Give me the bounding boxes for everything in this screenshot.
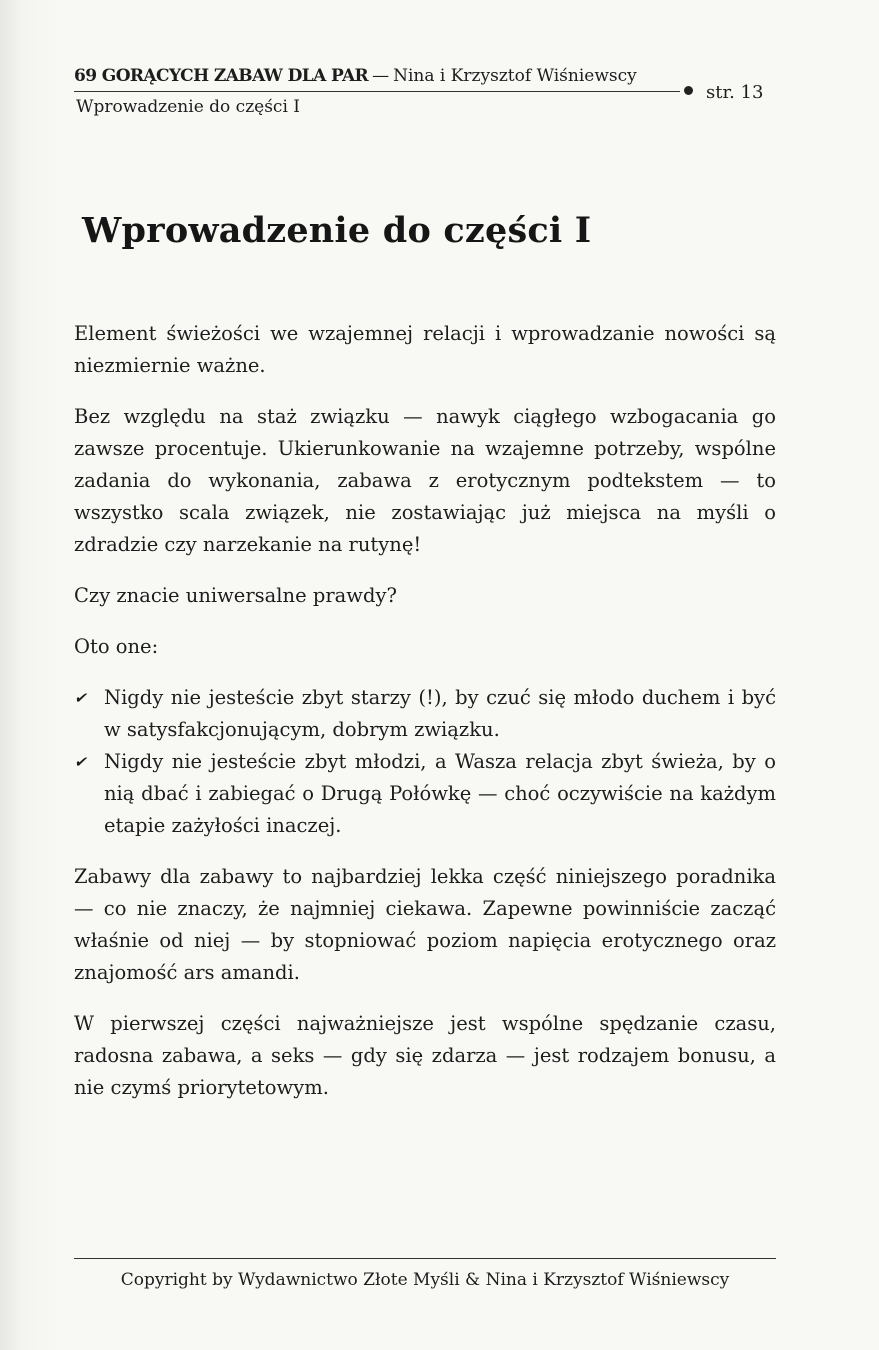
running-head bbox=[74, 66, 776, 126]
check-icon: ✔ bbox=[74, 753, 87, 771]
check-icon: ✔ bbox=[74, 689, 87, 707]
running-head-title-line bbox=[74, 66, 637, 86]
paragraph-1: Element świeżości we wzajemnej relacji i wprowadzanie nowości są niezmiernie ważne. bbox=[74, 322, 776, 377]
page-number: str. 13 bbox=[706, 82, 764, 103]
paragraph-3: Czy znacie uniwersalne prawdy? bbox=[74, 584, 397, 607]
list-item-text: Nigdy nie jesteście zbyt starzy (!), by czuć się młodo duchem i być w satysfakcjonującym, dobrym związku. bbox=[104, 686, 776, 741]
list-item bbox=[74, 746, 776, 842]
paragraph-6: W pierwszej części najważniejsze jest wspólne spędzanie czasu, radosna zabawa, a seks — gdy się zdarza — jest rodzajem bonusu, a nie czymś priorytetowym. bbox=[74, 1012, 776, 1099]
footer-rule bbox=[74, 1258, 776, 1259]
running-head-authors: Nina i Krzysztof Wiśniewscy bbox=[393, 66, 637, 86]
truths-list bbox=[74, 682, 776, 842]
footer-copyright: Copyright by Wydawnictwo Złote Myśli & Nina i Krzysztof Wiśniewscy bbox=[120, 1270, 730, 1290]
paragraph-2: Bez względu na staż związku — nawyk ciągłego wzbogacania go zawsze procentuje. Ukierunkowanie na wzajemne potrzeby, wspólne zadania do wykonania, zabawa z erotycznym podtekstem — to wszystko scala związek, nie zostawiając już miejsca na myśli o zdradzie czy narzekanie na rutynę! bbox=[74, 405, 776, 556]
running-head-separator: — bbox=[372, 66, 390, 86]
list-item bbox=[74, 682, 776, 746]
paragraph-4: Oto one: bbox=[74, 635, 159, 658]
paragraph-5: Zabawy dla zabawy to najbardziej lekka część niniejszego poradnika — co nie znaczy, że najmniej ciekawa. Zapewne powinniście zacząć właśnie od niej — by stopniować poziom napięcia erotycznego oraz znajomość ars amandi. bbox=[74, 865, 776, 984]
running-head-rule bbox=[74, 91, 680, 92]
bullet-icon bbox=[684, 86, 693, 95]
list-item-text: Nigdy nie jesteście zbyt młodzi, a Wasza relacja zbyt świeża, by o nią dbać i zabiegać o Drugą Połówkę — choć oczywiście na każdym etapie zażyłości inaczej. bbox=[104, 750, 776, 837]
running-head-section: Wprowadzenie do części I bbox=[76, 97, 301, 117]
book-title: 69 GORĄCYCH ZABAW DLA PAR bbox=[74, 66, 369, 86]
chapter-title: Wprowadzenie do części I bbox=[82, 210, 592, 251]
body-text bbox=[74, 318, 776, 1123]
